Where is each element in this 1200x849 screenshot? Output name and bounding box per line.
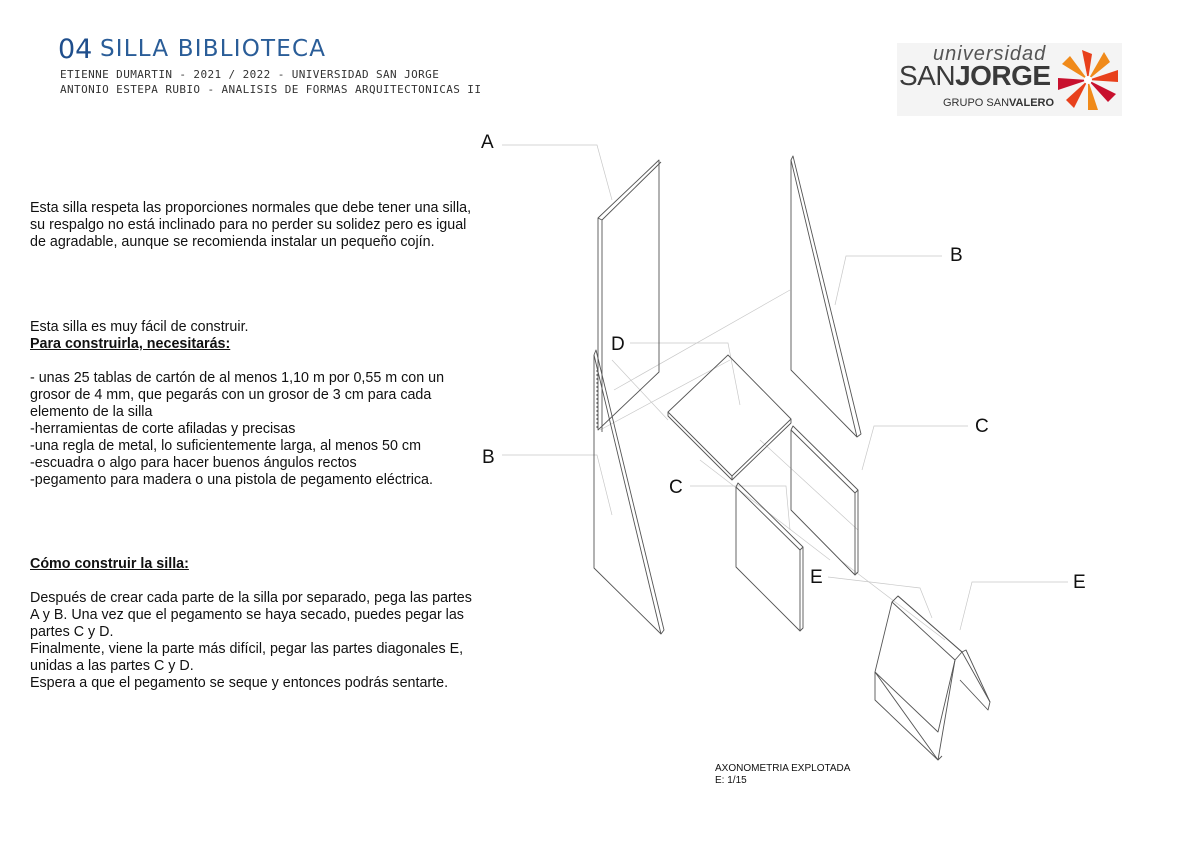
label-part-e-right: E bbox=[1073, 572, 1086, 593]
label-part-a: A bbox=[481, 132, 494, 153]
logo-valero: VALERO bbox=[1009, 97, 1055, 109]
part-d-seat-panel bbox=[668, 355, 791, 480]
subtitle-line-1: ETIENNE DUMARTIN - 2021 / 2022 - UNIVERSIDAD SAN JORGE bbox=[60, 68, 440, 81]
logo-universidad-text: universidad bbox=[933, 43, 1047, 65]
part-b-right-side-panel bbox=[791, 156, 861, 437]
logo-jorge: JORGE bbox=[955, 60, 1051, 91]
material-item: - unas 25 tablas de cartón de al menos 1,10 m por 0,55 m con un grosor de 4 mm, que pegarás con un grosor de 3 cm para cada elemento de la silla bbox=[30, 370, 445, 420]
part-c-left-panel bbox=[736, 483, 803, 631]
leader-line-b-left bbox=[502, 455, 612, 515]
part-c-right-panel bbox=[791, 426, 858, 575]
leader-line-c-right bbox=[862, 426, 968, 470]
logo-san: SAN bbox=[899, 60, 956, 91]
instruction-step: Espera a que el pegamento se seque y entonces podrás sentarte. bbox=[30, 675, 449, 691]
label-part-d: D bbox=[611, 334, 625, 355]
material-item: -escuadra o algo para hacer buenos ángulos rectos bbox=[30, 455, 357, 471]
leader-line-e-right bbox=[960, 582, 1068, 630]
label-part-e-left: E bbox=[810, 567, 823, 588]
logo-grupo: GRUPO SAN bbox=[943, 97, 1010, 109]
easy-text: Esta silla es muy fácil de construir. bbox=[30, 319, 249, 335]
label-part-b-right: B bbox=[950, 245, 963, 266]
materials-heading: Para construirla, necesitarás: bbox=[30, 336, 231, 352]
sheet-number: 04 bbox=[58, 34, 93, 65]
part-a-backrest-panel bbox=[598, 160, 661, 432]
label-part-c-left: C bbox=[669, 477, 683, 498]
leader-line-b-right bbox=[835, 256, 942, 305]
instructions-heading: Cómo construir la silla: bbox=[30, 556, 189, 572]
label-part-b-left: B bbox=[482, 447, 495, 468]
material-item: -herramientas de corte afiladas y precisas bbox=[30, 421, 296, 437]
drawing-caption bbox=[715, 763, 850, 787]
caption-title: AXONOMETRIA EXPLOTADA bbox=[715, 763, 851, 774]
sheet-title: SILLA BIBLIOTECA bbox=[100, 36, 327, 62]
leader-line-c-left bbox=[690, 486, 790, 530]
part-b-left-side-panel bbox=[594, 350, 664, 634]
label-part-c-right: C bbox=[975, 416, 989, 437]
material-item: -pegamento para madera o una pistola de pegamento eléctrica. bbox=[30, 472, 433, 488]
material-item: -una regla de metal, lo suficientemente larga, al menos 50 cm bbox=[30, 438, 421, 454]
part-e-diagonal-braces bbox=[875, 596, 990, 760]
intro-text: Esta silla respeta las proporciones normales que debe tener una silla, su respalgo no está inclinado para no perder su solidez pero es igual de agradable, aunque se recomienda instalar un pequeño cojín. bbox=[30, 200, 472, 250]
instruction-step: Después de crear cada parte de la silla por separado, pega las partes A y B. Una vez que el pegamento se haya secado, puedes pegar las partes C y D. bbox=[30, 590, 472, 640]
caption-scale: E: 1/15 bbox=[715, 775, 747, 786]
instruction-step: Finalmente, viene la parte más difícil, pegar las partes diagonales E, unidas a las partes C y D. bbox=[30, 641, 464, 674]
subtitle-line-2: ANTONIO ESTEPA RUBIO - ANALISIS DE FORMAS ARQUITECTONICAS II bbox=[60, 83, 482, 96]
leader-line-a bbox=[502, 145, 612, 200]
